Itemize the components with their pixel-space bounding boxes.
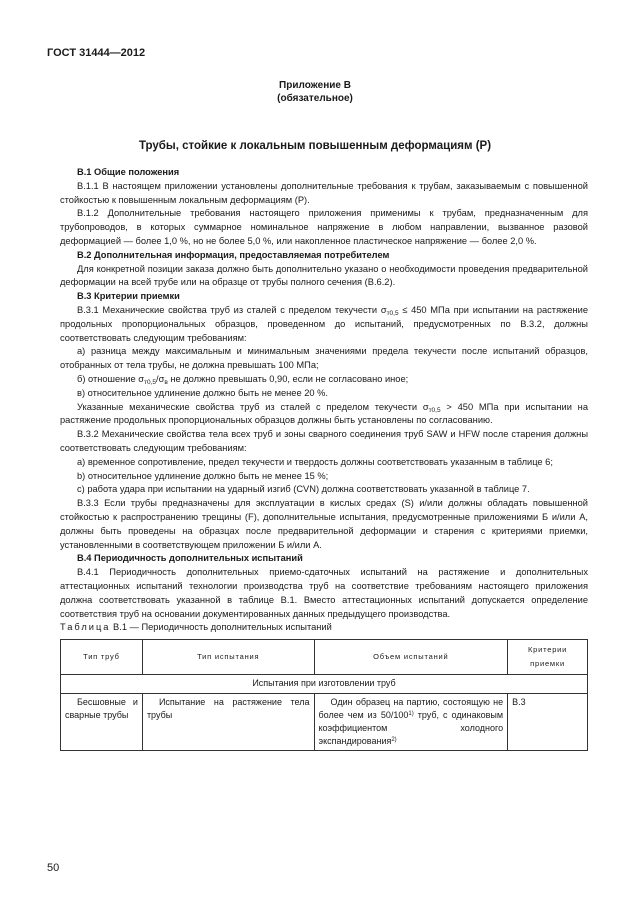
scope-cell: Один образец на партию, состоящую не более чем из 50/100$^{1)}$ труб, с одинаковым коэффициентом холодного экспандирования$^{2)}$: [314, 693, 508, 750]
list-item: в) относительное удлинение должно быть не менее 20 %.: [77, 387, 328, 398]
paragraph: В.3.3 Если трубы предназначены для эксплуатации в кислых средах (S) и/или должны обладать повышенной стойкостью к распространению трещины (F), дополнительные испытания, предусмотренные приложениями Б и/или А, должны быть проведены на образцах после предварительной деформации и старения с критериями приемки, установленными в соответствующем приложении Б и/или А.: [60, 498, 588, 550]
section-label: Испытания при изготовлении труб: [61, 675, 588, 694]
list-item: б) отношение $\sigma_{т0,5}/\sigma_в$ не должно превышать 0,90, если не согласовано иное;: [77, 373, 409, 386]
column-header: Тип труб: [61, 640, 143, 675]
criteria-cell: В.3: [508, 693, 588, 750]
section-heading: В.4 Периодичность дополнительных испытаний: [77, 553, 303, 564]
section-heading: В.2 Дополнительная информация, предоставляемая потребителем: [77, 249, 390, 260]
section-heading: В.3 Критерии приемки: [77, 291, 180, 302]
paragraph: В.1.2 Дополнительные требования настоящего приложения применимы к трубам, предназначенным для трубопроводов, в которых суммарное номинальное напряжение в любом направлении, вызванное разовой деформацией — более 1,0 %, но не более 5,0 %, или накопленное пластическое напряжение — более 2,0 %.: [60, 208, 588, 246]
annex-status: (обязательное): [277, 93, 353, 104]
paragraph: Указанные механические свойства труб из сталей с пределом текучести $\sigma_{т0,5} > 450$ МПа при испытании на растяжение продольных пропорциональных образцов должны быть установлены по согласованию.: [60, 401, 588, 426]
standard-header: ГОСТ 31444—2012: [47, 47, 146, 59]
document-title: Трубы, стойкие к локальным повышенным деформациям (P): [138, 140, 492, 152]
list-item: а) временное сопротивление, предел текучести и твердость должны соответствовать указанным в таблице 6;: [77, 456, 553, 467]
periodicity-table: [60, 639, 588, 751]
pipe-type-cell: Бесшовные и сварные трубы: [61, 693, 143, 750]
column-header: Тип испытания: [142, 640, 314, 675]
test-type-cell: Испытание на растяжение тела трубы: [142, 693, 314, 750]
page-number: 50: [47, 862, 60, 874]
annex-title: Приложение В: [279, 80, 351, 91]
table-section-row: [61, 675, 588, 694]
list-item: c) работа удара при испытании на ударный изгиб (CVN) должна соответствовать указанной в таблице 7.: [77, 484, 530, 495]
paragraph: В.3.2 Механические свойства тела всех труб и зоны сварного соединения труб SAW и HFW после старения должны соответствовать следующим требованиям:: [60, 429, 588, 453]
paragraph: В.3.1 Механические свойства труб из сталей с пределом текучести $\sigma_{т0,5} \le 450$ МПа при испытании на растяжение продольных пропорциональных образцов, проведенном до испытаний, предусмотренных по В.3.2, должны соответствовать следующим требованиям:: [60, 304, 588, 343]
paragraph: Для конкретной позиции заказа должно быть дополнительно указано о необходимости проведения предварительной деформации на всей трубе или на образце от трубы полного сечения (В.6.2).: [60, 263, 588, 288]
paragraph: В.4.1 Периодичность дополнительных приемо-сдаточных испытаний на растяжение и дополнительных аттестационных испытаний технологии производства труб на соответствие требованиям настоящего приложения должна соответствовать указанной в таблице В.1. Вместо аттестационных испытаний допускается определение соответствия труб на основании документированных данных предыдущего производства.: [60, 567, 588, 619]
table-row: [61, 693, 588, 750]
column-header: Критерии приемки: [508, 640, 588, 675]
table-caption: Таблица В.1 — Периодичность дополнительных испытаний: [60, 622, 332, 633]
column-header: Объем испытаний: [314, 640, 508, 675]
list-item: b) относительное удлинение должно быть не менее 15 %;: [77, 470, 329, 481]
list-item: а) разница между максимальным и минимальным значениями предела текучести после испытаний образцов, отобранных от тела трубы, не должна превышать 100 МПа;: [60, 346, 588, 371]
paragraph: В.1.1 В настоящем приложении установлены дополнительные требования к трубам, заказываемым с повышенной стойкостью к повышенным локальным деформациям (P).: [60, 180, 588, 205]
table-header-row: [61, 640, 588, 675]
document-body: [60, 166, 588, 751]
section-heading: В.1 Общие положения: [77, 167, 180, 177]
